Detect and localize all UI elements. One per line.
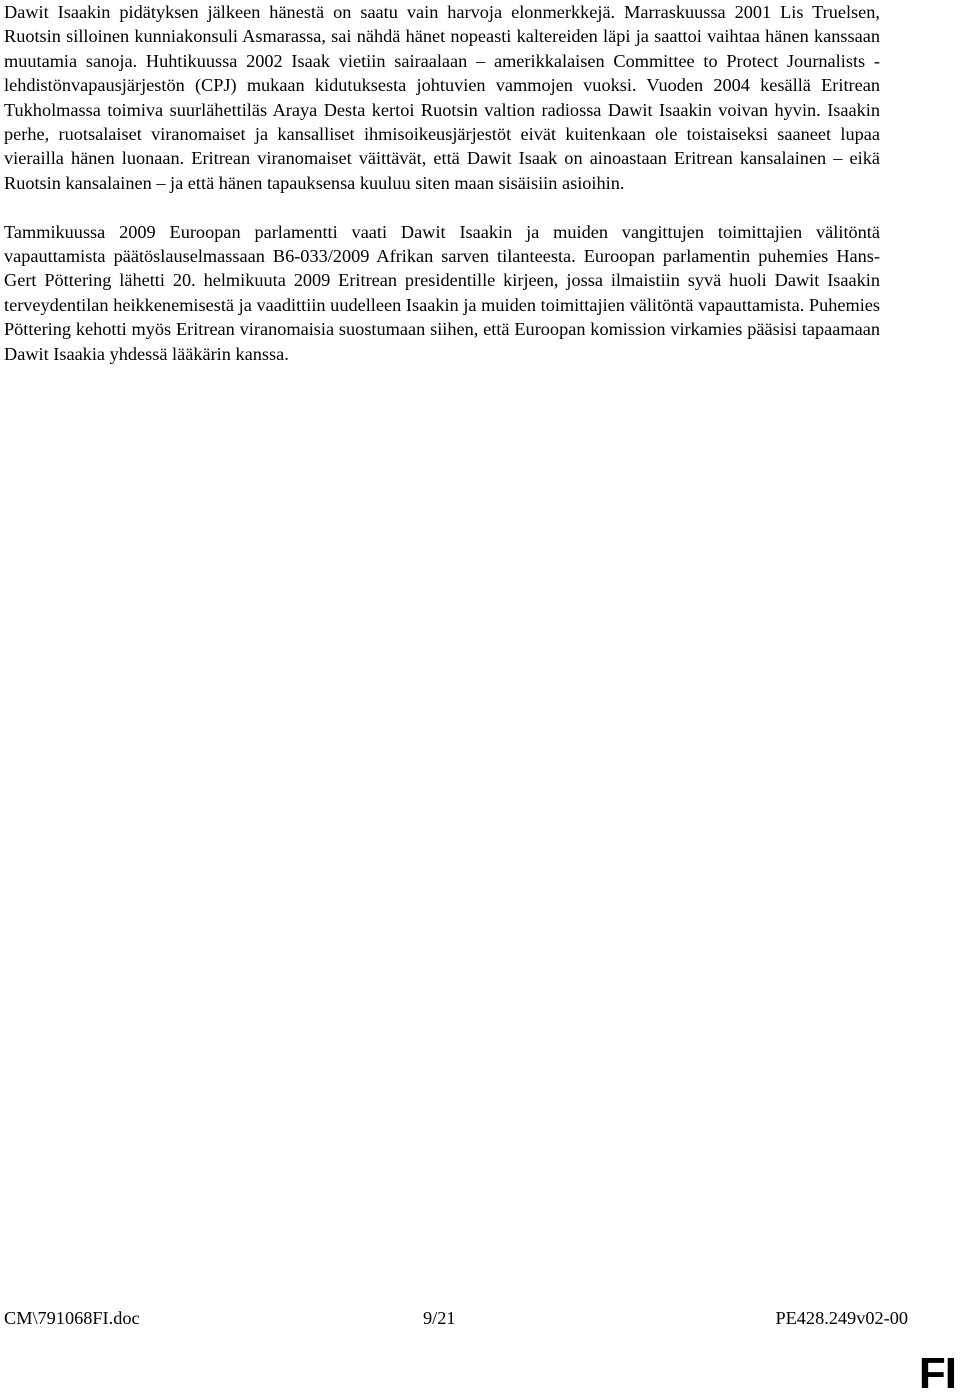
page-number: 9/21 <box>423 1308 456 1328</box>
document-reference: CM\791068FI.doc <box>4 1308 140 1328</box>
page-footer <box>4 1305 908 1331</box>
document-body <box>4 0 880 366</box>
pe-number: PE428.249v02-00 <box>775 1308 908 1328</box>
body-paragraph-2: Tammikuussa 2009 Euroopan parlamentti vaati Dawit Isaakin ja muiden vangittujen toimittajien välitöntä vapauttamista päätöslauselmassaan B6-033/2009 Afrikan sarven tilanteesta. Euroopan parlamentin puhemies Hans-Gert Pöttering lähetti 20. helmikuuta 2009 Eritrean presidentille kirjeen, jossa ilmaistiin syvä huoli Dawit Isaakin terveydentilan heikkenemisestä ja vaadittiin uudelleen Isaakin ja muiden toimittajien välitöntä vapauttamista. Puhemies Pöttering kehotti myös Eritrean viranomaisia suostumaan siihen, että Euroopan komission virkamies pääsisi tapaamaan Dawit Isaakia yhdessä lääkärin kanssa. <box>4 221 880 364</box>
body-paragraph-1: Dawit Isaakin pidätyksen jälkeen hänestä on saatu vain harvoja elonmerkkejä. Marraskuussa 2001 Lis Truelsen, Ruotsin silloinen kunniakonsuli Asmarassa, sai nähdä hänet nopeasti kaltereiden läpi ja saattoi vaihtaa hänen kanssaan muutamia sanoja. Huhtikuussa 2002 Isaak vietiin sairaalaan – amerikkalaisen Committee to Protect Journalists -lehdistönvapausjärjestön (CPJ) mukaan kidutuksesta johtuvien vammojen vuoksi. Vuoden 2004 kesällä Eritrean Tukholmassa toimiva suurlähettiläs Araya Desta kertoi Ruotsin valtion radiossa Dawit Isaakin voivan hyvin. Isaakin perhe, ruotsalaiset viranomaiset ja kansalliset ihmisoikeusjärjestöt eivät kuitenkaan ole toistaiseksi saaneet lupaa vierailla hänen luonaan. Eritrean viranomaiset väittävät, että Dawit Isaak on ainoastaan Eritrean kansalainen – eikä Ruotsin kansalainen – ja että hänen tapauksensa kuuluu siten maan sisäisiin asioihin. <box>4 2 880 193</box>
language-code: FI <box>918 1349 956 1398</box>
